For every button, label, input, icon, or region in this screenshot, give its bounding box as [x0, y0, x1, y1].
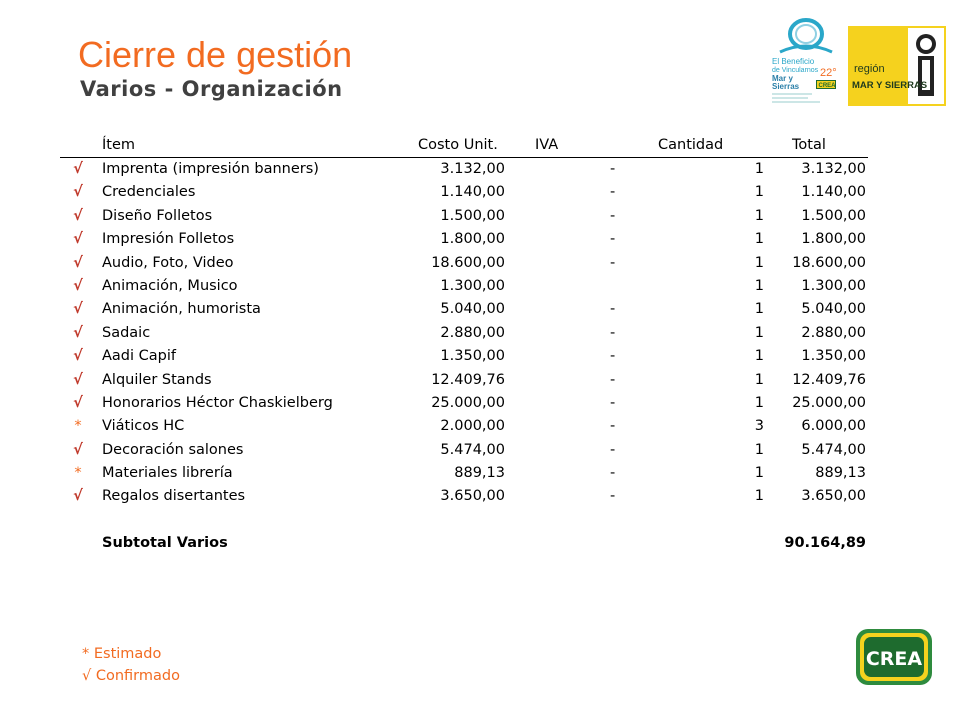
header-cost: Costo Unit.	[418, 137, 498, 153]
page-title: Cierre de gestión	[78, 34, 353, 75]
row-cost: 3.132,00	[440, 161, 505, 177]
row-total: 18.600,00	[792, 254, 866, 271]
row-item: Viáticos HC	[102, 418, 185, 435]
row-cost: 889,13	[454, 465, 505, 482]
row-total: 889,13	[815, 465, 866, 482]
row-iva: -	[610, 231, 616, 248]
header-total: Total	[792, 137, 826, 153]
row-mark: *	[74, 465, 82, 482]
row-cost: 5.040,00	[440, 301, 505, 318]
row-mark: √	[73, 324, 83, 341]
row-cost: 1.140,00	[440, 184, 505, 201]
row-item: Impresión Folletos	[102, 231, 235, 248]
row-qty: 1	[754, 301, 764, 318]
table-row	[60, 462, 868, 485]
row-item: Animación, humorista	[102, 301, 261, 318]
row-mark: √	[73, 254, 83, 271]
table-header	[60, 134, 868, 158]
row-iva: -	[610, 441, 616, 458]
row-total: 1.140,00	[801, 184, 866, 201]
row-cost: 18.600,00	[431, 254, 505, 271]
beneficio-line-2: de Vincularnos	[772, 67, 819, 74]
beneficio-line-4: Sierras	[772, 82, 800, 91]
cost-table	[60, 134, 868, 561]
row-cost: 2.000,00	[440, 418, 505, 435]
row-total: 3.132,00	[801, 161, 866, 177]
row-total: 25.000,00	[792, 394, 866, 411]
table-row	[60, 439, 868, 462]
region-line-2: MAR Y SIERRAS	[852, 80, 928, 91]
row-mark: √	[73, 348, 83, 365]
table-row	[60, 158, 868, 181]
row-mark: √	[73, 277, 83, 294]
crea-logo	[855, 628, 933, 686]
table-row	[60, 322, 868, 345]
row-item: Sadaic	[102, 324, 151, 341]
row-total: 5.474,00	[801, 441, 866, 458]
row-item: Diseño Folletos	[102, 207, 213, 224]
region-mar-y-sierras-logo	[848, 26, 946, 106]
crea-logo-text: CREA	[865, 648, 923, 670]
row-qty: 1	[754, 231, 764, 248]
row-total: 3.650,00	[801, 488, 866, 505]
table-row	[60, 228, 868, 251]
table-row	[60, 345, 868, 368]
row-cost: 5.474,00	[440, 441, 505, 458]
table-row	[60, 252, 868, 275]
row-iva: -	[610, 465, 616, 482]
row-mark: √	[73, 231, 83, 248]
row-item: Imprenta (impresión banners)	[102, 161, 319, 177]
row-item: Alquiler Stands	[102, 371, 212, 388]
beneficio-edition: 22°	[820, 67, 837, 79]
row-item: Materiales librería	[102, 465, 233, 482]
row-iva: -	[610, 348, 616, 365]
row-cost: 12.409,76	[431, 371, 505, 388]
legend-estimated: * Estimado	[82, 646, 162, 662]
row-qty: 1	[754, 441, 764, 458]
row-item: Credenciales	[102, 184, 196, 201]
row-iva: -	[610, 488, 616, 505]
row-item: Honorarios Héctor Chaskielberg	[102, 394, 333, 411]
row-iva: -	[610, 161, 616, 177]
row-qty: 1	[754, 254, 764, 271]
row-total: 1.350,00	[801, 348, 866, 365]
beneficio-crea: CREA	[818, 83, 836, 89]
row-cost: 2.880,00	[440, 324, 505, 341]
row-mark: √	[73, 441, 83, 458]
row-mark: √	[73, 301, 83, 318]
row-item: Animación, Musico	[102, 277, 238, 294]
row-mark: √	[73, 207, 83, 224]
row-mark: √	[73, 161, 83, 177]
row-cost: 1.300,00	[440, 277, 505, 294]
table-row	[60, 298, 868, 321]
row-qty: 1	[754, 207, 764, 224]
table-body	[60, 158, 868, 509]
row-mark: √	[73, 371, 83, 388]
header-item: Ítem	[102, 137, 136, 153]
region-line-1: región	[854, 63, 885, 75]
row-iva: -	[610, 418, 616, 435]
row-total: 1.800,00	[801, 231, 866, 248]
row-total: 1.300,00	[801, 277, 866, 294]
table-row	[60, 275, 868, 298]
beneficio-line-1: El Beneficio	[772, 57, 815, 66]
row-qty: 1	[754, 324, 764, 341]
row-qty: 1	[754, 184, 764, 201]
row-mark: √	[73, 394, 83, 411]
row-cost: 25.000,00	[431, 394, 505, 411]
row-mark: √	[73, 184, 83, 201]
table-row	[60, 485, 868, 508]
row-item: Audio, Foto, Video	[102, 254, 234, 271]
row-total: 6.000,00	[801, 418, 866, 435]
table-row	[60, 415, 868, 438]
row-iva: -	[610, 301, 616, 318]
page-subtitle: Varios - Organización	[80, 77, 343, 101]
row-qty: 3	[754, 418, 764, 435]
row-iva: -	[610, 254, 616, 271]
row-total: 12.409,76	[792, 371, 866, 388]
row-iva: -	[610, 184, 616, 201]
row-mark: √	[73, 488, 83, 505]
row-qty: 1	[754, 348, 764, 365]
beneficio-logo	[768, 14, 844, 106]
row-cost: 3.650,00	[440, 488, 505, 505]
row-qty: 1	[754, 488, 764, 505]
row-item: Aadi Capif	[102, 348, 176, 365]
row-iva: -	[610, 207, 616, 224]
table-row	[60, 181, 868, 204]
subtotal-value: 90.164,89	[784, 534, 866, 551]
row-qty: 1	[754, 161, 764, 177]
row-total: 1.500,00	[801, 207, 866, 224]
row-total: 5.040,00	[801, 301, 866, 318]
row-qty: 1	[754, 371, 764, 388]
row-qty: 1	[754, 394, 764, 411]
row-iva: -	[610, 371, 616, 388]
header-iva: IVA	[535, 137, 559, 153]
table-row	[60, 369, 868, 392]
row-iva: -	[610, 394, 616, 411]
row-item: Regalos disertantes	[102, 488, 246, 505]
row-qty: 1	[754, 465, 764, 482]
legend-confirmed: √ Confirmado	[82, 668, 180, 684]
row-total: 2.880,00	[801, 324, 866, 341]
row-iva: -	[610, 324, 616, 341]
row-cost: 1.800,00	[440, 231, 505, 248]
row-qty: 1	[754, 277, 764, 294]
row-cost: 1.350,00	[440, 348, 505, 365]
subtotal-label: Subtotal Varios	[102, 534, 228, 551]
header-qty: Cantidad	[658, 137, 724, 153]
row-mark: *	[74, 418, 82, 435]
beneficio-line-3: Mar y	[772, 74, 793, 83]
legend	[82, 643, 180, 687]
table-row	[60, 392, 868, 415]
row-item: Decoración salones	[102, 441, 244, 458]
subtotal-row	[60, 531, 868, 561]
row-cost: 1.500,00	[440, 207, 505, 224]
table-row	[60, 205, 868, 228]
